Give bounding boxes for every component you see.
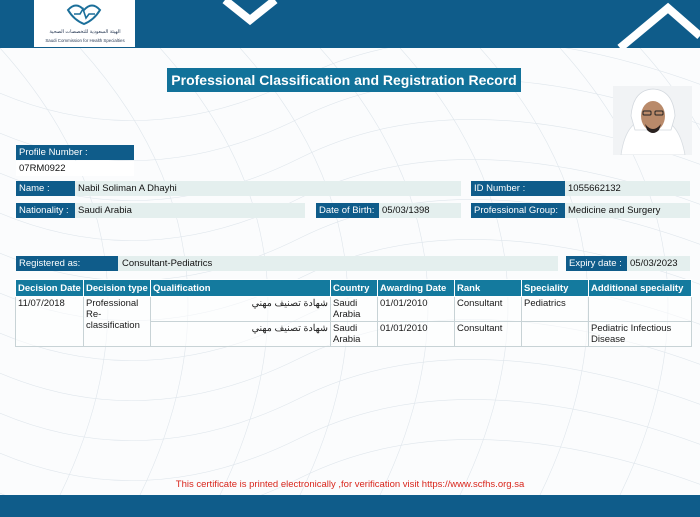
registered-as-label: Registered as: (16, 256, 118, 271)
scfhs-logo (34, 0, 135, 47)
column-header: Awarding Date (378, 280, 455, 297)
name-label: Name : (16, 181, 75, 196)
column-header: Decision type (84, 280, 151, 297)
header-banner (0, 0, 700, 48)
decision-type-cell: Professional Re-classification (84, 297, 151, 347)
awarding-date-cell: 01/01/2010 (378, 322, 455, 347)
nationality-value: Saudi Arabia (75, 203, 305, 218)
logo-mark-icon (34, 0, 135, 30)
page-title: Professional Classification and Registration Record (167, 68, 521, 92)
id-number-label: ID Number : (471, 181, 565, 196)
classification-table (15, 279, 692, 347)
registered-as-value: Consultant-Pediatrics (118, 256, 558, 271)
professional-group-value: Medicine and Surgery (565, 203, 690, 218)
rank-cell: Consultant (455, 297, 522, 322)
expiry-date-value: 05/03/2023 (627, 256, 690, 271)
id-number-value: 1055662132 (565, 181, 690, 196)
rank-cell: Consultant (455, 322, 522, 347)
column-header: Speciality (522, 280, 589, 297)
speciality-cell: Pediatrics (522, 297, 589, 322)
column-header: Decision Date (16, 280, 84, 297)
professional-group-label: Professional Group: (471, 203, 565, 218)
column-header: Qualification (151, 280, 331, 297)
background-pattern (0, 48, 700, 495)
additional-speciality-cell: Pediatric Infectious Disease (589, 322, 692, 347)
qualification-cell: شهادة تصنيف مهني (151, 297, 331, 322)
dob-value: 05/03/1398 (379, 203, 461, 218)
decision-date-cell: 11/07/2018 (16, 297, 84, 347)
profile-number-value: 07RM0922 (16, 161, 134, 176)
column-header: Rank (455, 280, 522, 297)
table-header-row (16, 280, 692, 297)
column-header: Country (331, 280, 378, 297)
country-cell: Saudi Arabia (331, 322, 378, 347)
logo-text-arabic: الهيئة السعودية للتخصصات الصحية (49, 29, 121, 35)
logo-text-english: Saudi Commission for Health Specialties (45, 38, 125, 43)
verification-note: This certificate is printed electronically ,for verification visit https://www.scfhs.org.sa (175, 479, 525, 490)
column-header: Additional speciality (589, 280, 692, 297)
qualification-cell: شهادة تصنيف مهني (151, 322, 331, 347)
nationality-label: Nationality : (16, 203, 75, 218)
country-cell: Saudi Arabia (331, 297, 378, 322)
speciality-cell (522, 322, 589, 347)
expiry-date-label: Expiry date : (566, 256, 627, 271)
name-value: Nabil Soliman A Dhayhi (75, 181, 461, 196)
additional-speciality-cell (589, 297, 692, 322)
awarding-date-cell: 01/01/2010 (378, 297, 455, 322)
footer-banner (0, 495, 700, 517)
profile-photo (613, 86, 692, 155)
table-row (16, 297, 692, 322)
profile-number-label: Profile Number : (16, 145, 134, 160)
dob-label: Date of Birth: (316, 203, 379, 218)
